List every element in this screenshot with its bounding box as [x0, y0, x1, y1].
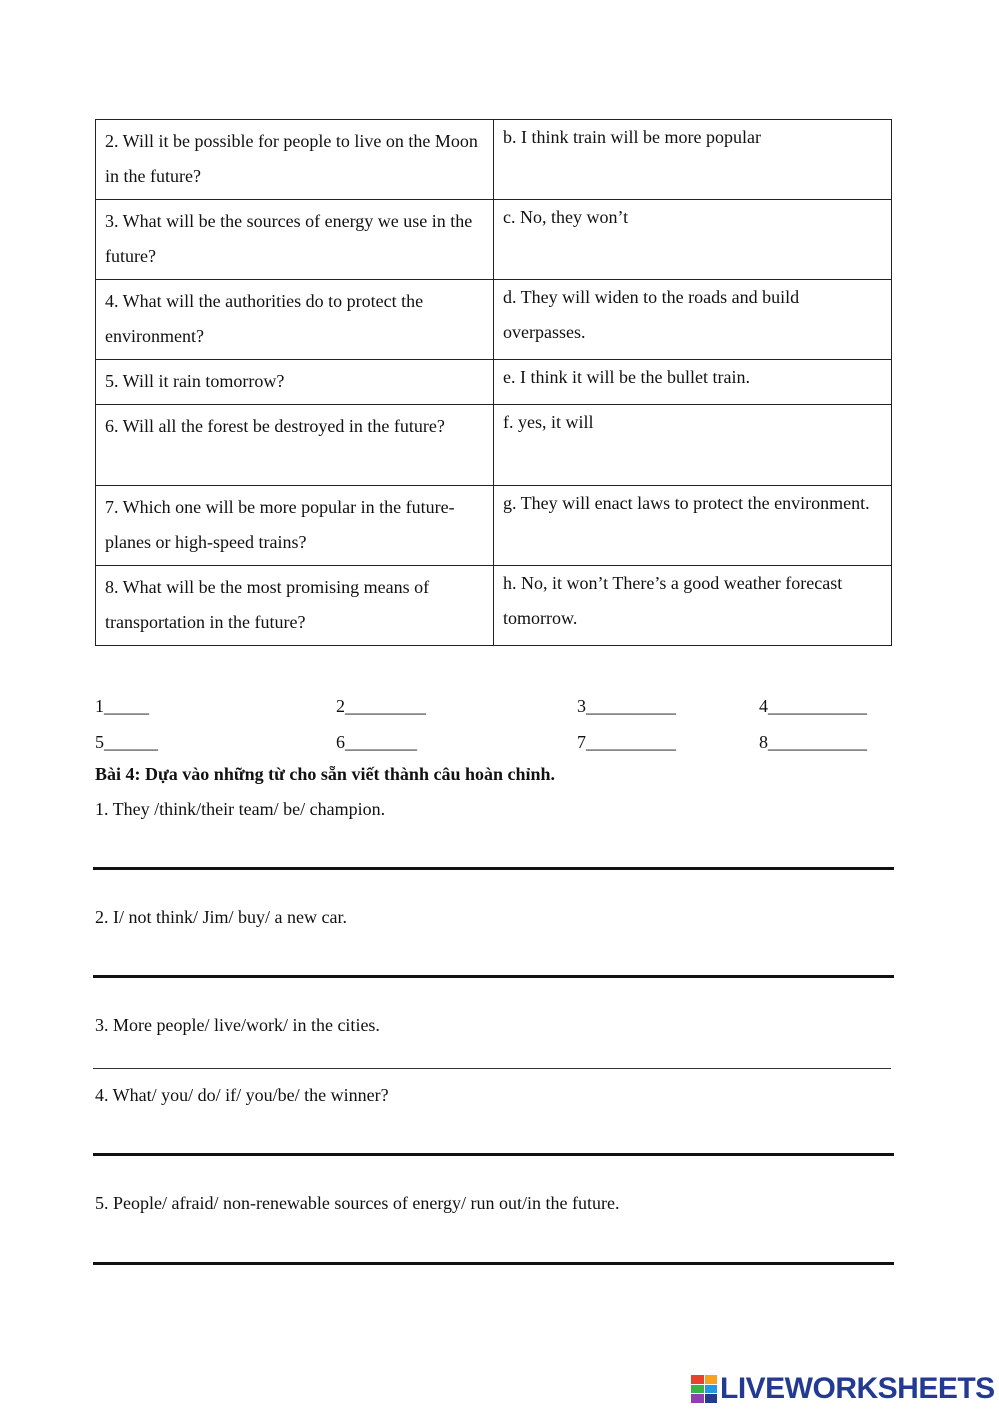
answer-blank-3[interactable]: 3__________: [577, 696, 676, 716]
question-cell: 8. What will be the most promising means of transportation in the future?: [96, 566, 494, 646]
answer-row: [95, 724, 895, 760]
answer-cell: f. yes, it will: [494, 405, 892, 486]
answer-blanks: [95, 688, 895, 760]
answer-row: [95, 688, 895, 724]
question-cell: 3. What will be the sources of energy we use in the future?: [96, 200, 494, 280]
answer-cell: c. No, they won’t: [494, 200, 892, 280]
question-cell: 5. Will it rain tomorrow?: [96, 360, 494, 405]
table-row: [96, 280, 892, 360]
table-row: [96, 405, 892, 486]
logo-mark-icon: [691, 1375, 717, 1403]
answer-line-5[interactable]: [93, 1262, 894, 1265]
question-cell: 7. Which one will be more popular in the future-planes or high-speed trains?: [96, 486, 494, 566]
liveworksheets-logo: [691, 1372, 995, 1406]
answer-cell: h. No, it won’t There’s a good weather forecast tomorrow.: [494, 566, 892, 646]
answer-cell: e. I think it will be the bullet train.: [494, 360, 892, 405]
answer-cell: d. They will widen to the roads and build overpasses.: [494, 280, 892, 360]
table-row: [96, 486, 892, 566]
exercise-4-title: Bài 4: Dựa vào những từ cho sẵn viết thành câu hoàn chỉnh.: [95, 764, 556, 784]
exercise-item-4: 4. What/ you/ do/ if/ you/be/ the winner?: [95, 1085, 389, 1105]
answer-line-4[interactable]: [93, 1153, 894, 1156]
exercise-item-2: 2. I/ not think/ Jim/ buy/ a new car.: [95, 907, 347, 927]
exercise-item-3: 3. More people/ live/work/ in the cities.: [95, 1015, 380, 1035]
answer-blank-5[interactable]: 5______: [95, 732, 158, 752]
logo-text: LIVEWORKSHEETS: [720, 1372, 995, 1405]
exercise-item-5: 5. People/ afraid/ non-renewable sources of energy/ run out/in the future.: [95, 1193, 620, 1213]
answer-blank-7[interactable]: 7__________: [577, 732, 676, 752]
answer-blank-4[interactable]: 4___________: [759, 696, 867, 716]
matching-table: [95, 119, 892, 646]
answer-line-2[interactable]: [93, 975, 894, 978]
question-cell: 6. Will all the forest be destroyed in the future?: [96, 405, 494, 486]
exercise-item-1: 1. They /think/their team/ be/ champion.: [95, 799, 386, 819]
table-row: [96, 120, 892, 200]
answer-line-3[interactable]: [93, 1068, 891, 1069]
answer-blank-2[interactable]: 2_________: [336, 696, 426, 716]
answer-blank-1[interactable]: 1_____: [95, 696, 149, 716]
table-row: [96, 566, 892, 646]
answer-cell: b. I think train will be more popular: [494, 120, 892, 200]
answer-cell: g. They will enact laws to protect the environment.: [494, 486, 892, 566]
question-cell: 2. Will it be possible for people to live on the Moon in the future?: [96, 120, 494, 200]
answer-blank-6[interactable]: 6________: [336, 732, 417, 752]
answer-line-1[interactable]: [93, 867, 894, 870]
table-row: [96, 200, 892, 280]
answer-blank-8[interactable]: 8___________: [759, 732, 867, 752]
question-cell: 4. What will the authorities do to protect the environment?: [96, 280, 494, 360]
table-row: [96, 360, 892, 405]
